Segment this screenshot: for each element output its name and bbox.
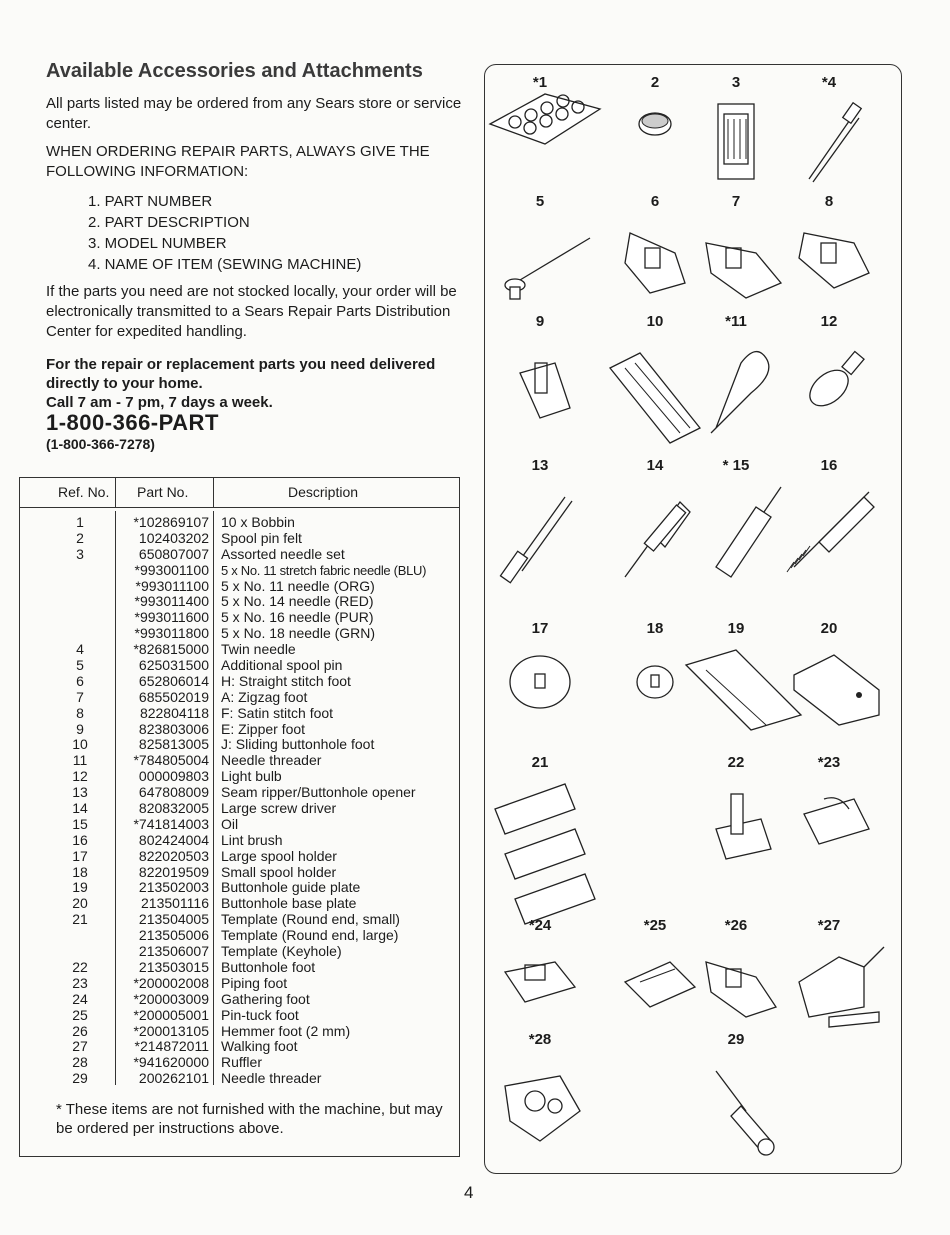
part-no-cell: *200013105 (133, 1022, 209, 1039)
table-row (20, 912, 459, 928)
part-no-cell: 647808009 (138, 784, 209, 801)
part-no-cell: 822804118 (139, 704, 209, 721)
table-row (20, 690, 459, 706)
illustration-label: 8 (824, 193, 834, 210)
illustration-label: 17 (531, 620, 549, 637)
table-row (20, 992, 459, 1008)
description-cell: Buttonhole guide plate (221, 879, 361, 896)
illustration-label: 5 (535, 193, 545, 210)
table-row (20, 706, 459, 722)
table-header (20, 478, 459, 508)
part-no-cell: *784805004 (133, 752, 209, 769)
table-row (20, 928, 459, 944)
info-item: 1. PART NUMBER (88, 193, 213, 210)
illustration-label: 2 (650, 74, 660, 91)
header-ref-no: Ref. No. (58, 484, 110, 500)
illustration-label: 7 (731, 193, 741, 210)
part-no-cell: *200005001 (133, 1006, 209, 1023)
part-no-cell: *993001100 (134, 561, 209, 578)
table-row (20, 769, 459, 785)
description-cell: 10 x Bobbin (221, 514, 295, 530)
table-row (20, 1055, 459, 1071)
description-cell: Lint brush (221, 831, 283, 848)
zipper-foot-icon (485, 323, 595, 453)
illustration-label: *25 (643, 917, 667, 934)
description-cell: Light bulb (221, 768, 282, 785)
page-number: 4 (464, 1183, 474, 1202)
table-row (20, 674, 459, 690)
table-row (20, 865, 459, 881)
table-row (20, 594, 459, 610)
table-row (20, 753, 459, 769)
illustration-label: *1 (532, 74, 548, 91)
ref-no-cell: 4 (76, 641, 84, 658)
description-cell: Large screw driver (221, 800, 337, 817)
part-no-cell: 650807007 (138, 545, 209, 562)
description-cell: Template (Keyhole) (221, 943, 342, 960)
footnote: * These items are not furnished with the machine, but may be ordered per instructions above. (56, 1101, 443, 1137)
part-no-cell: 822020503 (138, 847, 209, 864)
ref-no-cell: 20 (72, 895, 88, 912)
table-row (20, 896, 459, 912)
ref-no-cell: 2 (76, 529, 84, 546)
table-row (20, 579, 459, 595)
light-bulb-icon (774, 323, 884, 453)
table-row (20, 642, 459, 658)
description-cell: Small spool holder (221, 863, 337, 880)
part-no-cell: 102403202 (138, 529, 209, 546)
ref-no-cell: 9 (76, 720, 84, 737)
description-cell: Assorted needle set (221, 545, 345, 562)
ref-no-cell: 17 (72, 847, 88, 864)
part-no-cell: 213505006 (138, 927, 209, 944)
description-cell: 5 x No. 18 needle (GRN) (221, 625, 376, 642)
table-row (20, 1071, 459, 1087)
walking-foot-icon (774, 927, 884, 1057)
ref-no-cell: 22 (72, 958, 88, 975)
ref-no-cell: 14 (72, 800, 88, 817)
part-no-cell: 825813005 (138, 736, 209, 753)
table-row (20, 1024, 459, 1040)
ref-no-cell: 19 (72, 879, 88, 896)
description-cell: Hemmer foot (2 mm) (221, 1022, 351, 1039)
lint-brush-icon (774, 467, 884, 597)
ref-no-cell: 5 (76, 657, 84, 674)
table-row (20, 547, 459, 563)
illustration-label: 20 (820, 620, 838, 637)
part-no-cell: 820832005 (138, 800, 209, 817)
phone-number: 1-800-366-PART (46, 410, 219, 435)
description-cell: Needle threader (221, 1070, 322, 1087)
illustration-label: 12 (820, 313, 838, 330)
ref-no-cell: 8 (76, 704, 84, 721)
illustration-label: *23 (817, 754, 841, 771)
distribution-text: If the parts you need are not stocked locally, your order will be electronically transmitted to a Sears Repair Parts Distribution Center for expedited handling. (46, 283, 457, 340)
page-title: Available Accessories and Attachments (46, 60, 423, 82)
info-item: 4. NAME OF ITEM (SEWING MACHINE) (88, 256, 362, 273)
template-set-icon (485, 764, 595, 894)
part-no-cell: *214872011 (134, 1038, 209, 1055)
ref-no-cell: 29 (72, 1070, 88, 1087)
phone-number-numeric: (1-800-366-7278) (46, 436, 155, 452)
part-no-cell: 822019509 (138, 863, 209, 880)
illustration-label: * 15 (722, 457, 750, 474)
header-description: Description (288, 484, 359, 500)
ref-no-cell: 28 (72, 1054, 88, 1071)
ref-no-cell: 15 (72, 815, 88, 832)
illustration-label: 14 (646, 457, 664, 474)
table-row (20, 531, 459, 547)
delivery-block (46, 355, 466, 412)
description-cell: 5 x No. 14 needle (RED) (221, 593, 374, 610)
part-no-cell: 213503015 (138, 958, 209, 975)
ref-no-cell: 1 (76, 514, 84, 530)
part-no-cell: *993011100 (135, 577, 209, 594)
table-row (20, 960, 459, 976)
ref-no-cell: 6 (76, 672, 84, 689)
illustration-label: 19 (727, 620, 745, 637)
table-row (20, 610, 459, 626)
description-cell: Needle threader (221, 752, 322, 769)
illustration-label: *26 (724, 917, 748, 934)
parts-table (19, 477, 460, 1157)
part-no-cell: *941620000 (133, 1054, 209, 1071)
table-row (20, 785, 459, 801)
description-cell: Buttonhole base plate (221, 895, 357, 912)
ref-no-cell: 27 (72, 1038, 88, 1055)
part-no-cell: 213506007 (138, 943, 209, 960)
part-no-cell: 652806014 (138, 672, 209, 689)
description-cell: Twin needle (221, 641, 296, 658)
part-no-cell: 802424004 (138, 831, 209, 848)
buttonhole-base-plate-icon (774, 630, 884, 760)
part-no-cell: *993011400 (134, 593, 209, 610)
illustration-label: 29 (727, 1031, 745, 1048)
part-no-cell: *993011800 (134, 625, 209, 642)
illustration-label: 9 (535, 313, 545, 330)
description-cell: Spool pin felt (221, 529, 302, 546)
ref-no-cell: 12 (72, 768, 88, 785)
table-row (20, 944, 459, 960)
part-no-cell: *102869107 (133, 514, 209, 530)
ref-no-cell: 13 (72, 784, 88, 801)
table-row (20, 833, 459, 849)
table-row (20, 1008, 459, 1024)
description-cell: Template (Round end, large) (221, 927, 399, 944)
table-row (20, 1039, 459, 1055)
illustration-label: 16 (820, 457, 838, 474)
description-cell: Seam ripper/Buttonhole opener (221, 784, 416, 801)
illustration-label: 10 (646, 313, 664, 330)
ref-no-cell: 25 (72, 1006, 88, 1023)
description-cell: Piping foot (221, 974, 288, 991)
ref-no-cell: 11 (72, 752, 88, 769)
description-cell: A: Zigzag foot (221, 688, 308, 705)
ref-no-cell: 10 (72, 736, 88, 753)
ref-no-cell: 21 (72, 911, 88, 928)
illustration-label: 6 (650, 193, 660, 210)
ref-no-cell: 3 (76, 545, 84, 562)
table-body (20, 515, 459, 1087)
ref-no-cell: 16 (72, 831, 88, 848)
description-cell: Ruffler (221, 1054, 262, 1071)
description-cell: Large spool holder (221, 847, 337, 864)
description-cell: Gathering foot (221, 990, 310, 1007)
call-hours: Call 7 am - 7 pm, 7 days a week. (46, 394, 273, 411)
table-row (20, 515, 459, 531)
description-cell: Walking foot (221, 1038, 298, 1055)
part-no-cell: *200002008 (133, 974, 209, 991)
ref-no-cell: 23 (72, 974, 88, 991)
table-row (20, 817, 459, 833)
info-item: 3. MODEL NUMBER (88, 235, 227, 252)
part-no-cell: *741814003 (133, 815, 209, 832)
part-no-cell: 213504005 (138, 911, 209, 928)
description-cell: Additional spool pin (221, 657, 343, 674)
illustration-label: 18 (646, 620, 664, 637)
ruffler-icon (485, 1041, 595, 1171)
needle-threader-2-icon (681, 1041, 791, 1171)
description-cell: Oil (221, 815, 239, 832)
table-row (20, 880, 459, 896)
table-row (20, 801, 459, 817)
part-no-cell: 823803006 (138, 720, 209, 737)
intro-text: All parts listed may be ordered from any Sears store or service center. (46, 95, 462, 132)
part-no-cell: 625031500 (138, 657, 209, 674)
description-cell: F: Satin stitch foot (221, 704, 334, 721)
ref-no-cell: 18 (72, 863, 88, 880)
info-item: 2. PART DESCRIPTION (88, 214, 250, 231)
part-no-cell: 200262101 (138, 1070, 209, 1087)
illustration-label: 3 (731, 74, 741, 91)
table-row (20, 849, 459, 865)
table-row (20, 737, 459, 753)
illustration-label: *24 (528, 917, 552, 934)
ordering-text: WHEN ORDERING REPAIR PARTS, ALWAYS GIVE THE FOLLOWING INFORMATION: (46, 143, 430, 180)
table-row (20, 626, 459, 642)
table-row (20, 976, 459, 992)
description-cell: E: Zipper foot (221, 720, 306, 737)
ref-no-cell: 26 (72, 1022, 88, 1039)
part-no-cell: 685502019 (138, 688, 209, 705)
description-cell: 5 x No. 11 stretch fabric needle (BLU) (221, 562, 427, 578)
description-cell: Template (Round end, small) (221, 911, 400, 928)
description-cell: Pin-tuck foot (221, 1006, 299, 1023)
part-no-cell: 000009803 (138, 768, 209, 785)
delivery-text: For the repair or replacement parts you need delivered directly to your home. (46, 356, 436, 392)
table-row (20, 722, 459, 738)
large-spool-holder-icon (485, 630, 595, 760)
description-cell: 5 x No. 16 needle (PUR) (221, 609, 374, 626)
part-no-cell: *993011600 (134, 609, 209, 626)
ref-no-cell: 24 (72, 990, 88, 1007)
illustration-label: 22 (727, 754, 745, 771)
part-no-cell: 213501116 (141, 895, 209, 912)
piping-foot-icon (774, 764, 884, 894)
description-cell: J: Sliding buttonhole foot (221, 736, 375, 753)
ref-no-cell: 7 (76, 688, 84, 705)
header-part-no: Part No. (137, 484, 189, 500)
illustration-label: *11 (725, 313, 747, 330)
illustration-label: 21 (531, 754, 549, 771)
part-no-cell: 213502003 (138, 879, 209, 896)
table-row (20, 563, 459, 579)
illustration-label: *28 (528, 1031, 552, 1048)
part-no-cell: *826815000 (133, 641, 209, 658)
description-cell: H: Straight stitch foot (221, 672, 351, 689)
description-cell: 5 x No. 11 needle (ORG) (221, 577, 375, 594)
illustration-label: *4 (821, 74, 837, 91)
seam-ripper-icon (485, 467, 595, 597)
table-row (20, 658, 459, 674)
description-cell: Buttonhole foot (221, 958, 316, 975)
illustration-label: *27 (817, 917, 841, 934)
illustration-label: 13 (531, 457, 549, 474)
part-no-cell: *200003009 (133, 990, 209, 1007)
info-list (88, 191, 361, 275)
